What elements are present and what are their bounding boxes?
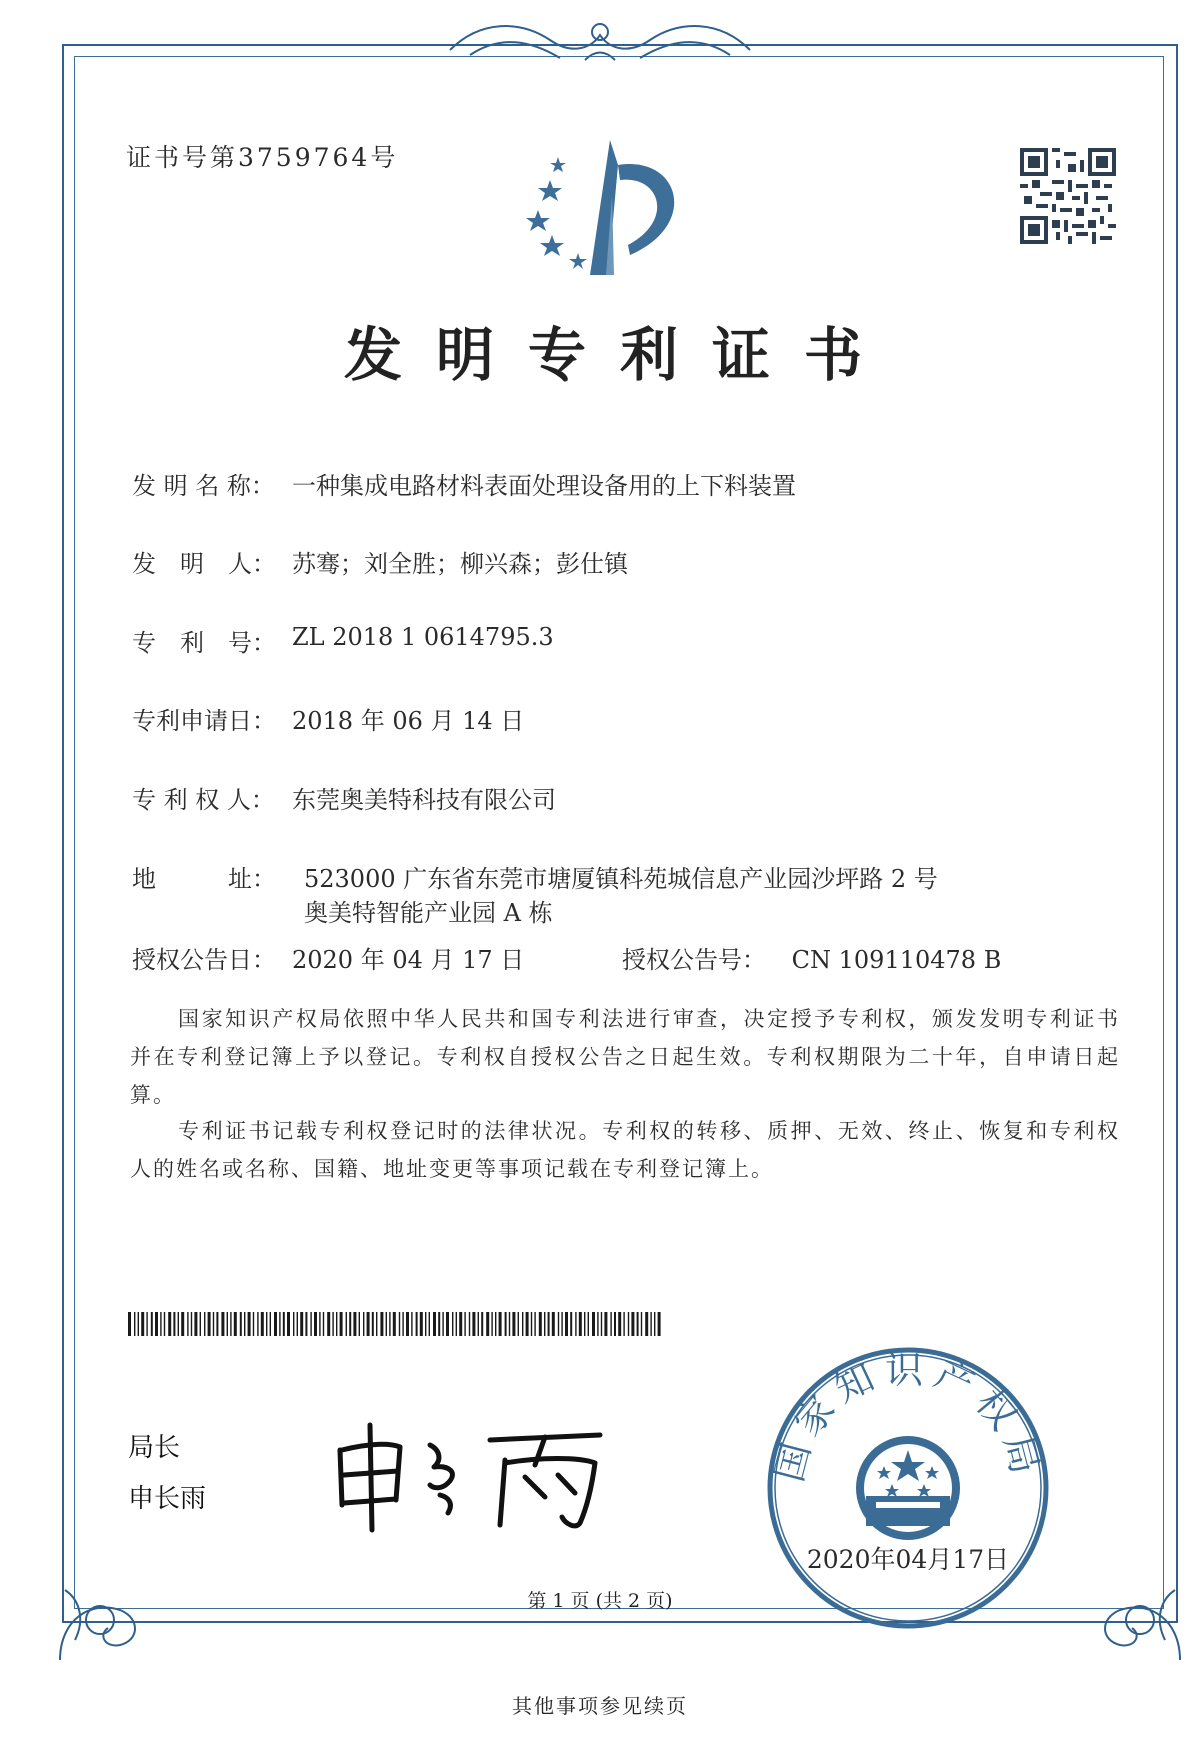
field-value: 东莞奥美特科技有限公司 [292,786,556,814]
certificate-number: 证书号第3759764号 [126,143,399,172]
see-next-page-note: 其他事项参见续页 [512,1694,688,1718]
field-label: 地 址： [132,865,276,893]
seal-text: 国家知识产权局 [766,1348,1050,1487]
field-value: ZL 2018 1 0614795.3 [292,623,554,651]
bottom-right-ornament [1080,1560,1200,1680]
field-label: 专 利 号： [132,629,276,657]
field-patent-number [132,623,554,658]
cnipa-emblem-icon [510,135,740,285]
body-paragraph-2: 专利证书记载专利权登记时的法律状况。专利权的转移、质押、无效、终止、恢复和专利权人的姓名或名称、国籍、地址变更等事项记载在专利登记簿上。 [130,1119,1120,1181]
field-value: 2018 年 06 月 14 日 [292,707,525,735]
field-value: 2020 年 04 月 17 日 [292,946,525,974]
field-address [132,859,938,894]
field-inventors [132,544,628,579]
field-invention-name [132,466,796,501]
field-address-line2: 奥美特智能产业园 A 栋 [304,899,553,927]
top-ornament [440,10,760,70]
field-label: 授权公告号： [622,946,766,974]
qr-code-icon [1020,148,1116,244]
field-label: 专利申请日： [132,707,276,735]
director-title: 局长 [128,1433,181,1463]
field-value: 一种集成电路材料表面处理设备用的上下料装置 [292,472,796,500]
field-value: 523000 广东省东莞市塘厦镇科苑城信息产业园沙坪路 2 号 [304,865,938,893]
field-grant-publication-number [622,940,1001,975]
field-application-date [132,701,524,736]
field-label: 发 明 人： [132,550,276,578]
field-value: 苏骞；刘全胜；柳兴森；彭仕镇 [292,550,628,578]
director-name: 申长雨 [128,1484,207,1514]
field-value: CN 109110478 B [791,946,1002,974]
field-grant-date [132,940,524,975]
certificate-title: 发明专利证书 [343,321,896,389]
field-patentee [132,780,556,815]
director-signature [330,1405,620,1535]
page-indicator: 第 1 页 (共 2 页) [527,1590,673,1612]
body-paragraph-1: 国家知识产权局依照中华人民共和国专利法进行审查，决定授予专利权，颁发发明专利证书并在专利登记簿上予以登记。专利权自授权公告之日起生效。专利权期限为二十年，自申请日起算。 [130,1007,1120,1107]
barcode-icon [128,1312,662,1336]
field-label: 专 利 权 人： [132,786,275,814]
seal-date: 2020年04月17日 [806,1545,1010,1574]
field-label: 发 明 名 称： [132,472,275,500]
national-emblem-icon [856,1436,960,1540]
bottom-left-ornament [40,1560,160,1680]
field-label: 授权公告日： [132,946,276,974]
